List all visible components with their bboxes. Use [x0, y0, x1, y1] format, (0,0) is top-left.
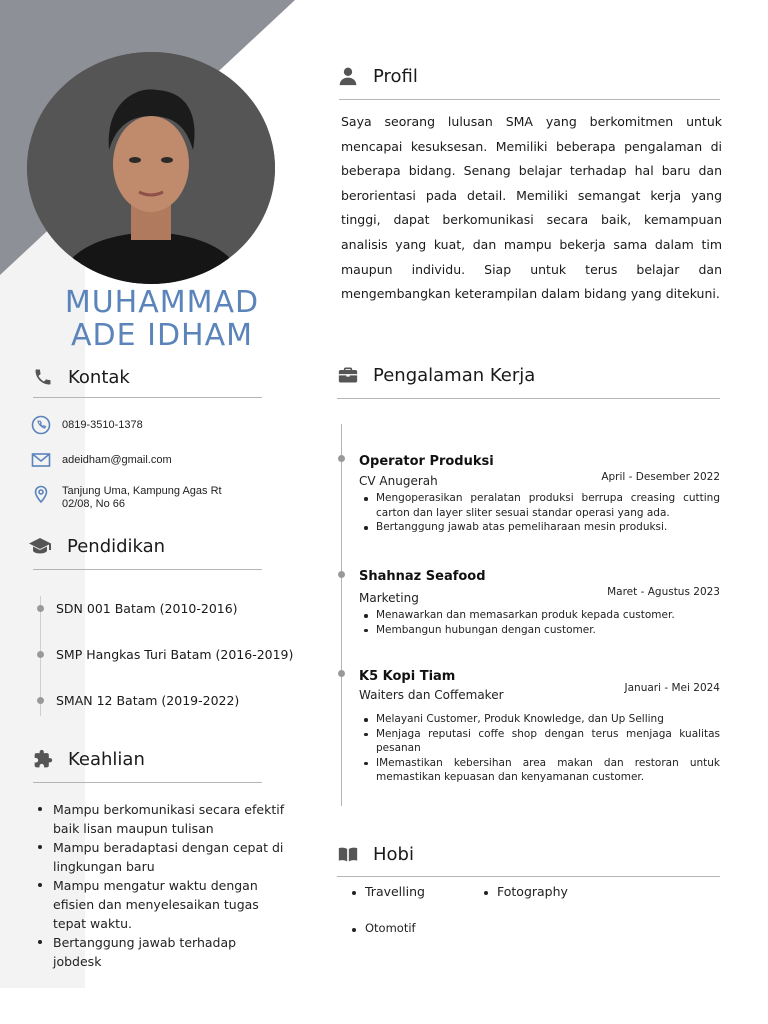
timeline-dot [37, 605, 44, 612]
job-period: Maret - Agustus 2023 [607, 586, 720, 598]
hobby-title: Hobi [373, 843, 414, 865]
job-title: Shahnaz Seafood [359, 569, 486, 584]
education-item-text: SDN 001 Batam (2010-2016) [56, 601, 238, 616]
timeline-dot [338, 455, 345, 462]
skills-title: Keahlian [68, 748, 145, 770]
contact-email-text[interactable]: adeidham@gmail.com [62, 454, 172, 466]
experience-title: Pengalaman Kerja [373, 364, 536, 386]
person-icon [337, 65, 359, 87]
contact-address-text: Tanjung Uma, Kampung Agas Rt 02/08, No 66 [62, 485, 222, 510]
job-title: Operator Produksi [359, 454, 494, 469]
hobby-item: Otomotif [350, 921, 416, 935]
education-item [37, 601, 238, 616]
puzzle-icon [32, 748, 54, 770]
phone-icon [32, 366, 54, 388]
contact-header [32, 366, 130, 388]
job-duty: Menawarkan dan memasarkan produk kepada customer. [359, 608, 720, 623]
hobby-divider [337, 876, 720, 877]
experience-header [337, 364, 535, 386]
name-last: ADE IDHAM [70, 318, 254, 353]
education-header [27, 535, 165, 557]
contact-divider [33, 397, 262, 398]
timeline-dot [338, 670, 345, 677]
experience-divider [337, 398, 720, 399]
job-company: CV Anugerah [359, 474, 438, 488]
name-first: MUHAMMAD [64, 285, 260, 320]
timeline-dot [338, 571, 345, 578]
job-entry [359, 454, 720, 535]
hobby-item: Travelling [350, 884, 425, 899]
education-divider [33, 569, 262, 570]
profile-title: Profil [373, 65, 418, 87]
job-duty: Melayani Customer, Produk Knowledge, dan Up Selling [359, 712, 720, 727]
contact-email [31, 450, 252, 470]
profile-divider [339, 99, 720, 100]
hobby-header [337, 843, 414, 865]
education-item-text: SMAN 12 Batam (2019-2022) [56, 693, 240, 708]
profile-header [337, 65, 418, 87]
education-item [37, 693, 239, 708]
experience-timeline [341, 424, 342, 806]
location-pin-icon [31, 484, 51, 504]
job-duty: Membangun hubungan dengan customer. [359, 623, 720, 638]
job-company: Waiters dan Coffemaker [359, 688, 504, 702]
job-period: Januari - Mei 2024 [624, 682, 720, 694]
hobby-item: Fotography [482, 884, 568, 899]
job-duty: IMemastikan kebersihan area makan dan restoran untuk memastikan kepuasan dan kenyamanan customer. [359, 756, 720, 785]
skills-header [32, 748, 145, 770]
job-duty: Mengoperasikan peralatan produksi berrupa creasing cutting carton dan layer sliter sesuai standar operasi yang ada. [359, 491, 720, 520]
phone-circle-icon [31, 415, 51, 435]
job-duty: Bertanggung jawab atas pemeliharaan mesin produksi. [359, 520, 720, 535]
skills-list [36, 800, 286, 971]
job-entry [359, 569, 720, 637]
job-duties [359, 608, 720, 637]
envelope-icon [31, 450, 51, 470]
job-duties [359, 712, 720, 785]
timeline-dot [37, 697, 44, 704]
contact-phone [31, 415, 252, 435]
job-title: K5 Kopi Tiam [359, 669, 456, 684]
education-title: Pendidikan [67, 535, 166, 557]
job-entry [359, 669, 720, 785]
briefcase-icon [337, 364, 359, 386]
skill-item: Mampu beradaptasi dengan cepat di lingkungan baru [36, 838, 286, 876]
graduation-cap-icon [27, 535, 53, 557]
job-company: Marketing [359, 591, 419, 605]
education-item [37, 647, 293, 662]
profile-text: Saya seorang lulusan SMA yang berkomitmen untuk mencapai kesuksesan. Memiliki beberapa pengalaman di beberapa bidang. Senang belajar terhadap hal baru dan berorientasi pada detail. Memiliki semangat kerja yang tinggi, dapat berkomunikasi secara baik, kemampuan analisis yang kuat, dan mampu bekerja sama dalam tim maupun individu. Siap untuk terus belajar dan mengembangkan keterampilan dalam bidang yang ditekuni. [341, 114, 722, 302]
contact-address [31, 484, 252, 511]
profile-photo [27, 52, 275, 284]
skills-divider [33, 782, 262, 783]
job-period: April - Desember 2022 [601, 471, 720, 483]
contact-title: Kontak [68, 366, 130, 388]
job-duties [359, 491, 720, 535]
timeline-dot [37, 651, 44, 658]
skill-item: Bertanggung jawab terhadap jobdesk [36, 933, 286, 971]
full-name [30, 286, 294, 352]
contact-phone-text[interactable]: 0819-3510-1378 [62, 419, 143, 431]
book-icon [337, 843, 359, 865]
education-item-text: SMP Hangkas Turi Batam (2016-2019) [56, 647, 294, 662]
job-duty: Menjaga reputasi coffe shop dengan terus menjaga kualitas pesanan [359, 727, 720, 756]
skill-item: Mampu berkomunikasi secara efektif baik lisan maupun tulisan [36, 800, 286, 838]
skill-item: Mampu mengatur waktu dengan efisien dan menyelesaikan tugas tepat waktu. [36, 876, 286, 933]
